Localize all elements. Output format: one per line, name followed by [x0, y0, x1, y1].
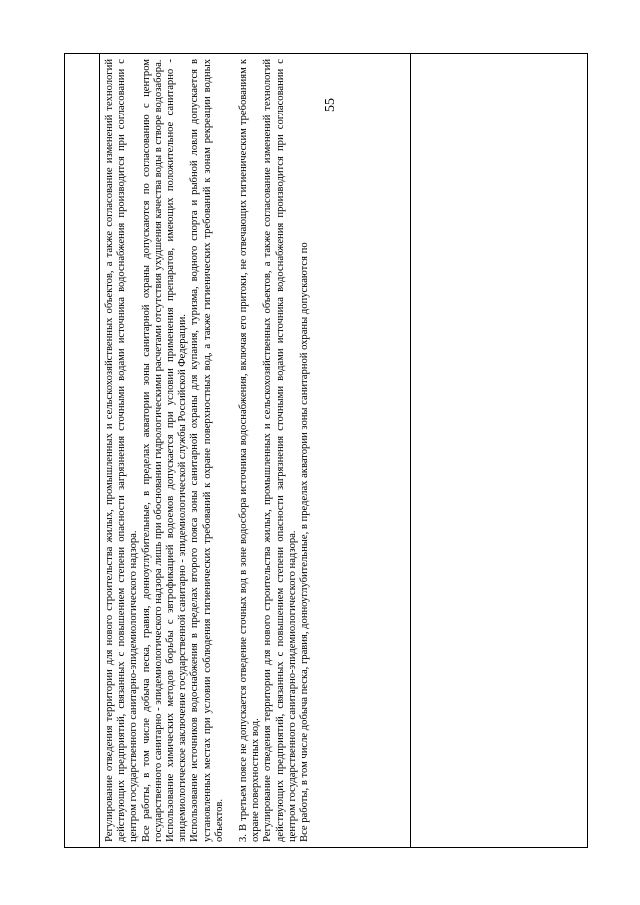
- page-number: 55: [323, 98, 338, 112]
- paragraph-6: Регулирование отведения территории для нового строительства жилых, промышленных и сельскохозяйственных объектов, а также согласование изменений технологий действующих предприятий, связанных с повышением степени опасности загрязнения сточными водами источника водоснабжения производится при согласовании с центром государственного санитарно-эпидемиологического надзора.: [262, 59, 298, 842]
- requirements-table: [64, 53, 584, 848]
- table-cell-empty-left: [65, 54, 100, 848]
- paragraph-5: 3. В третьем поясе не допускается отведение сточных вод в зоне водосбора источника водоснабжения, включая его притоки, не отвечающих гигиеническим требованиям к охране поверхностных вод.: [238, 59, 262, 842]
- paragraph-4: Использование источников водоснабжения в пределах второго пояса зоны санитарной охраны для купания, туризма, водного спорта и рыбной ловли допускается в установленных местах при условии соблюдения гигиенических требований к охране поверхностных вод, а также гигиенических требований к зонам рекреации водных объектов.: [189, 59, 225, 842]
- table-cell-empty-right: [411, 54, 588, 848]
- paragraph-3: Использование химических методов борьбы с эвтрофикацией водоемов допускается при условии применения препаратов, имеющих положительное санитарно - эпидемиологическое заключение государственной санитарно - эпидемиологической службы Российской Федерации.: [165, 59, 189, 842]
- paragraph-7: Все работы, в том числе добыча песка, гравия, донноуглубительные, в пределах акватории зоны санитарной охраны допускаются по: [299, 242, 311, 842]
- paragraph-1: Регулирование отведения территории для нового строительства жилых, промышленных и сельскохозяйственных объектов, а также согласование изменений технологий действующих предприятий, связанных с повышением степени опасности загрязнения сточными водами источника водоснабжения производится при согласовании с центром государственного санитарно-эпидемиологического надзора.: [104, 59, 140, 842]
- table-cell-content: [100, 54, 411, 848]
- paragraph-2: Все работы, в том числе добыча песка, гравия, донноуглубительные, в пределах акватории зоны санитарной охраны допускаются по согласованию с центром государственного санитарно - эпидемиологического надзора лишь при обосновании гидрологическими расчетами отсутствия ухудшения качества воды в створе водозабора.: [140, 59, 164, 842]
